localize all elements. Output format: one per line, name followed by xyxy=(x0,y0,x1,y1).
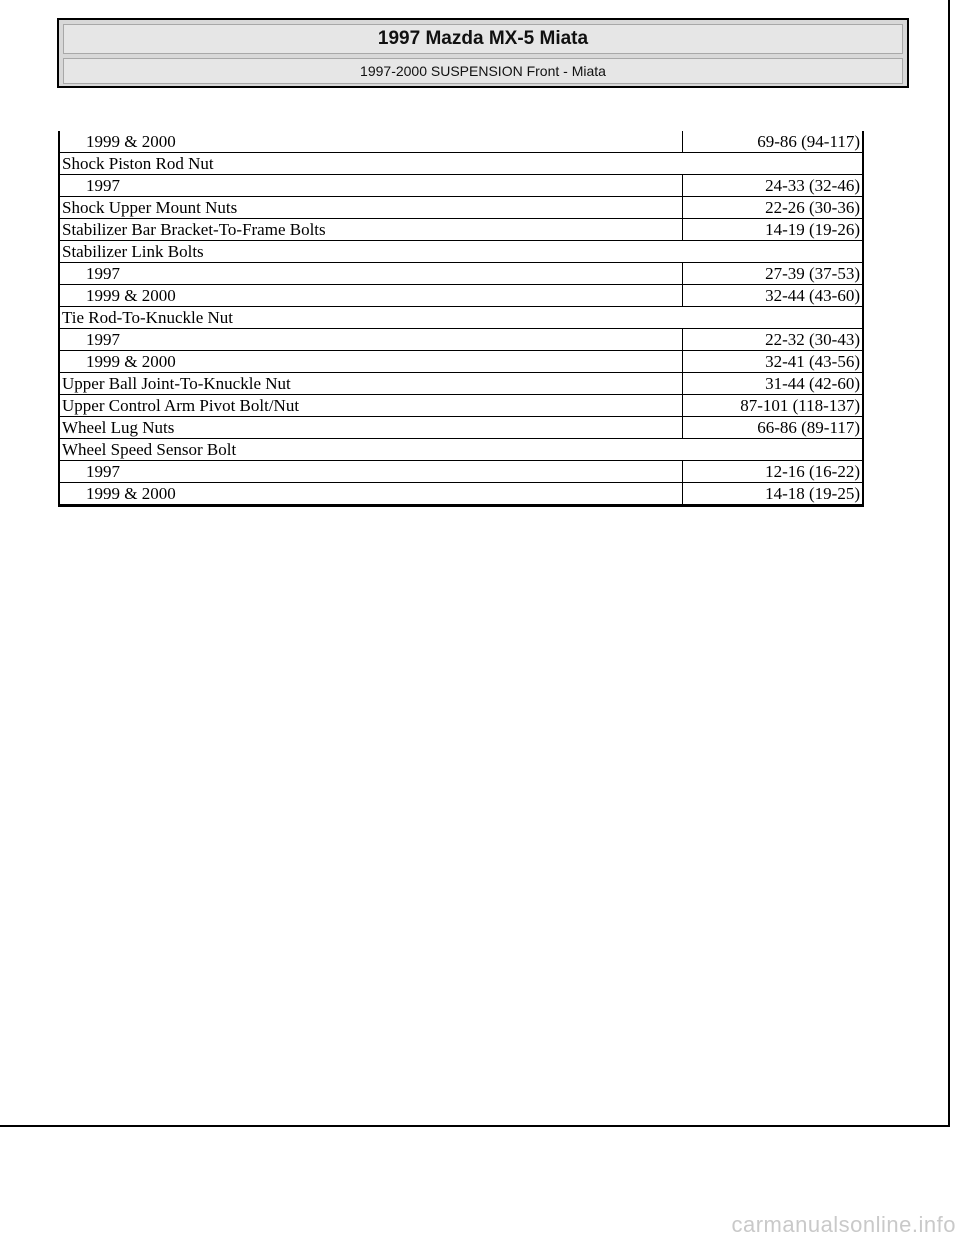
spec-value: 24-33 (32-46) xyxy=(683,175,864,197)
spec-value: 27-39 (37-53) xyxy=(683,263,864,285)
spec-label: Shock Upper Mount Nuts xyxy=(59,197,683,219)
spec-value: 69-86 (94-117) xyxy=(683,131,864,153)
spec-value: 22-26 (30-36) xyxy=(683,197,864,219)
spec-label: Stabilizer Bar Bracket-To-Frame Bolts xyxy=(59,219,683,241)
spec-label: 1997 xyxy=(59,175,683,197)
spec-value: 66-86 (89-117) xyxy=(683,417,864,439)
spec-value: 31-44 (42-60) xyxy=(683,373,864,395)
spec-value: 87-101 (118-137) xyxy=(683,395,864,417)
spec-label: Wheel Lug Nuts xyxy=(59,417,683,439)
spec-value: 22-32 (30-43) xyxy=(683,329,864,351)
spec-label: Wheel Speed Sensor Bolt xyxy=(59,439,863,461)
site-watermark: carmanualsonline.info xyxy=(731,1212,956,1237)
table-row xyxy=(59,395,863,417)
spec-value: 14-18 (19-25) xyxy=(683,483,864,506)
table-row xyxy=(59,175,863,197)
spec-value: 14-19 (19-26) xyxy=(683,219,864,241)
table-row xyxy=(59,153,863,175)
spec-label: Stabilizer Link Bolts xyxy=(59,241,863,263)
document-subtitle: 1997-2000 SUSPENSION Front - Miata xyxy=(63,58,903,84)
table-row xyxy=(59,307,863,329)
spec-label: 1999 & 2000 xyxy=(59,483,683,506)
spec-value: 12-16 (16-22) xyxy=(683,461,864,483)
table-row xyxy=(59,461,863,483)
spec-label: Shock Piston Rod Nut xyxy=(59,153,863,175)
spec-label: Tie Rod-To-Knuckle Nut xyxy=(59,307,863,329)
table-row xyxy=(59,483,863,506)
spec-label: 1997 xyxy=(59,461,683,483)
spec-label: 1997 xyxy=(59,329,683,351)
spec-value: 32-44 (43-60) xyxy=(683,285,864,307)
spec-label: Upper Control Arm Pivot Bolt/Nut xyxy=(59,395,683,417)
table-row xyxy=(59,197,863,219)
spec-label: Upper Ball Joint-To-Knuckle Nut xyxy=(59,373,683,395)
table-row xyxy=(59,373,863,395)
document-header xyxy=(57,18,909,88)
spec-value: 32-41 (43-56) xyxy=(683,351,864,373)
spec-label: 1997 xyxy=(59,263,683,285)
table-row xyxy=(59,329,863,351)
table-row xyxy=(59,263,863,285)
table-row xyxy=(59,285,863,307)
table-row xyxy=(59,351,863,373)
table-row xyxy=(59,219,863,241)
spec-label: 1999 & 2000 xyxy=(86,132,176,151)
spec-label: 1999 & 2000 xyxy=(59,285,683,307)
table-row xyxy=(59,417,863,439)
torque-spec-table-body xyxy=(59,131,863,506)
table-row xyxy=(59,241,863,263)
spec-label: 1999 & 2000 xyxy=(59,351,683,373)
table-row xyxy=(59,131,863,153)
document-title: 1997 Mazda MX-5 Miata xyxy=(63,24,903,54)
torque-spec-table xyxy=(58,131,864,507)
table-row xyxy=(59,439,863,461)
